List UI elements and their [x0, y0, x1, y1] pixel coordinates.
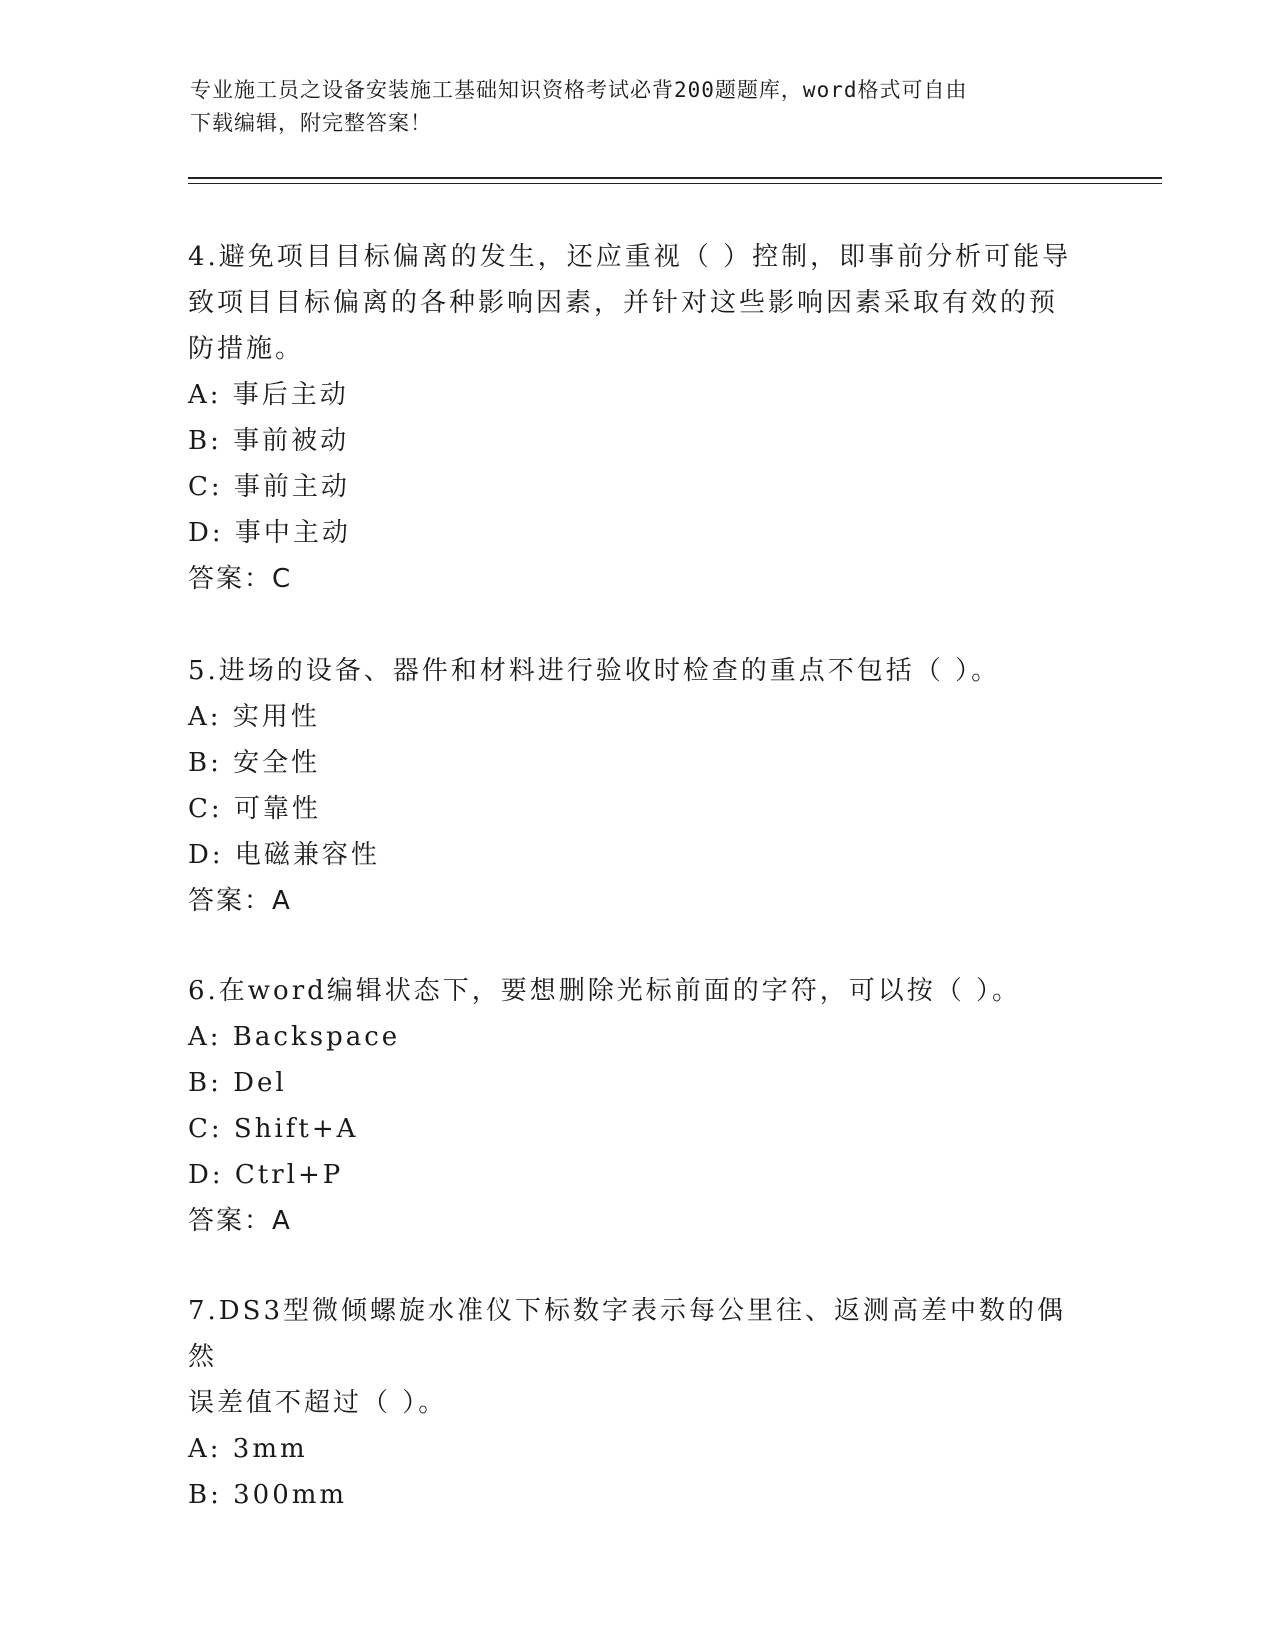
header-divider-thick [188, 177, 1162, 179]
question-5 [188, 648, 1088, 924]
answer-line: 答案：C [188, 564, 293, 594]
option-a: A: 事后主动 [188, 380, 349, 410]
option-a: A: Backspace [188, 1022, 401, 1052]
answer-line: 答案：A [188, 1206, 292, 1236]
option-c: C: Shift+A [188, 1114, 359, 1144]
question-7 [188, 1288, 1088, 1518]
header-line-2: 下载编辑，附完整答案！ [190, 111, 432, 135]
option-d: D: Ctrl+P [188, 1160, 344, 1190]
question-stem-line: 4.避免项目目标偏离的发生，还应重视（ ）控制，即事前分析可能导 [188, 242, 1072, 272]
option-b: B: 事前被动 [188, 426, 350, 456]
question-6 [188, 968, 1088, 1244]
option-a: A: 实用性 [188, 702, 320, 732]
question-stem-line: 致项目目标偏离的各种影响因素，并针对这些影响因素采取有效的预 [188, 288, 1059, 318]
question-stem-line: 防措施。 [188, 334, 305, 364]
question-stem-line: 6.在word编辑状态下，要想删除光标前面的字符，可以按（ ）。 [188, 976, 1022, 1006]
question-stem-line: 7.DS3型微倾螺旋水准仪下标数字表示每公里往、返测高差中数的偶然 [188, 1296, 1067, 1372]
header-divider-thin [188, 183, 1162, 184]
header-line-1: 专业施工员之设备安装施工基础知识资格考试必背200题题库，word格式可自由 [190, 78, 968, 102]
option-a: A: 3mm [188, 1434, 308, 1464]
option-b: B: 安全性 [188, 748, 321, 778]
option-b: B: Del [188, 1068, 287, 1098]
option-d: D: 事中主动 [188, 518, 351, 548]
option-c: C: 事前主动 [188, 472, 350, 502]
question-stem-line: 5.进场的设备、器件和材料进行验收时检查的重点不包括（ ）。 [188, 656, 1001, 686]
option-b: B: 300mm [188, 1480, 348, 1510]
question-4 [188, 234, 1088, 602]
option-c: C: 可靠性 [188, 794, 321, 824]
answer-line: 答案：A [188, 886, 292, 916]
option-d: D: 电磁兼容性 [188, 840, 380, 870]
document-header [190, 74, 1090, 140]
question-stem-line: 误差值不超过（ ）。 [188, 1388, 448, 1418]
